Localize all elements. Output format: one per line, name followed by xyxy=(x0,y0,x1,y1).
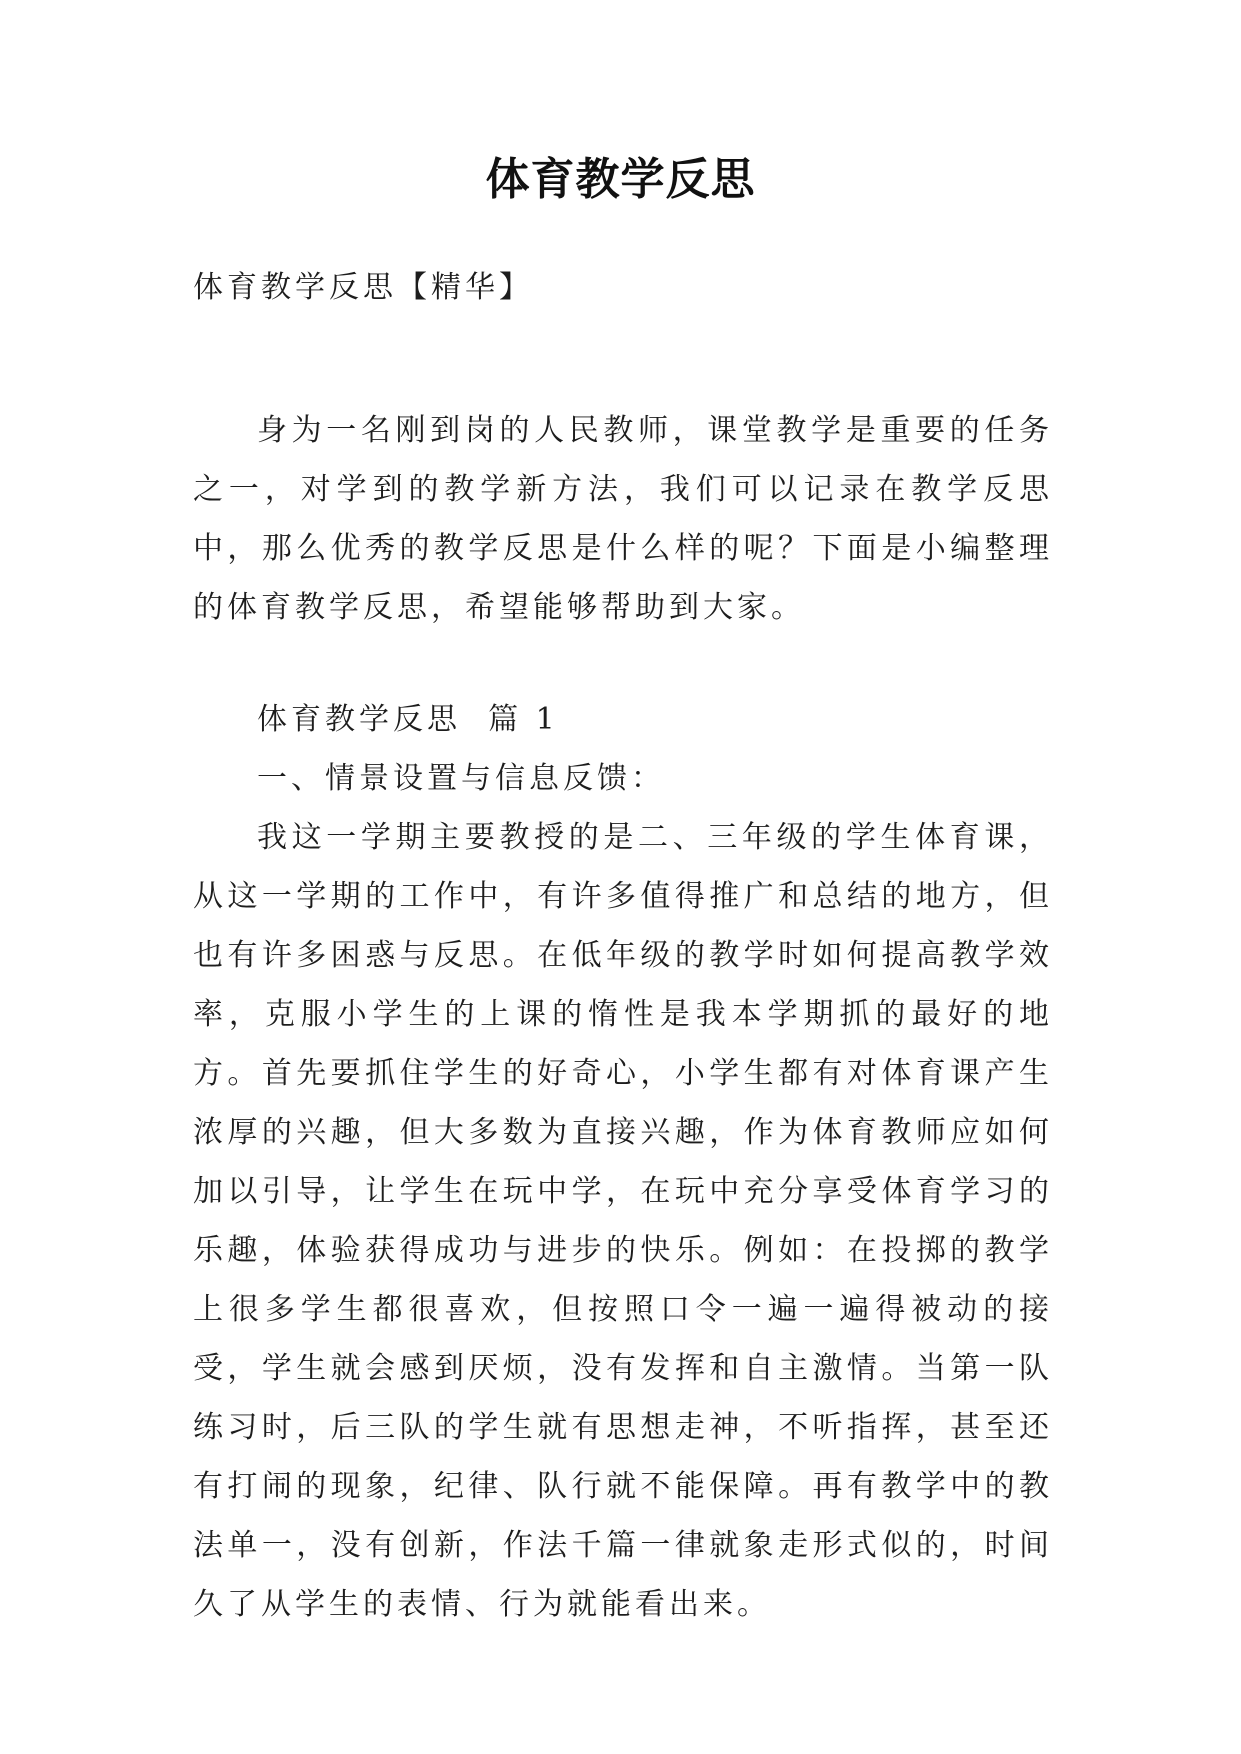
document-subtitle: 体育教学反思【精华】 xyxy=(193,270,533,305)
subtitle-block xyxy=(193,258,1053,317)
document-title: 体育教学反思 xyxy=(485,154,756,205)
body-paragraph: 我这一学期主要教授的是二、三年级的学生体育课，从这一学期的工作中，有许多值得推广和总结的地方，但也有许多困惑与反思。在低年级的教学时如何提高教学效率，克服小学生的上课的惰性是我本学期抓的最好的地方。首先要抓住学生的好奇心，小学生都有对体育课产生浓厚的兴趣，但大多数为直接兴趣，作为体育教师应如何加以引导，让学生在玩中学，在玩中充分享受体育学习的乐趣，体验获得成功与进步的快乐。例如：在投掷的教学上很多学生都很喜欢，但按照口令一遍一遍得被动的接受，学生就会感到厌烦，没有发挥和自主激情。当第一队练习时，后三队的学生就有思想走神，不听指挥，甚至还有打闹的现象，纪律、队行就不能保障。再有教学中的教法单一，没有创新，作法千篇一律就象走形式似的，时间久了从学生的表情、行为就能看出来。 xyxy=(193,820,1053,1622)
section-subheading: 一、情景设置与信息反馈： xyxy=(257,761,665,796)
intro-paragraph: 身为一名刚到岗的人民教师，课堂教学是重要的任务之一，对学到的教学新方法，我们可以记录在教学反思中，那么优秀的教学反思是什么样的呢？下面是小编整理的体育教学反思，希望能够帮助到大家。 xyxy=(193,413,1053,625)
intro-block xyxy=(193,401,1053,637)
section-heading: 体育教学反思 篇 1 xyxy=(257,702,559,737)
section-block xyxy=(193,690,1053,1634)
